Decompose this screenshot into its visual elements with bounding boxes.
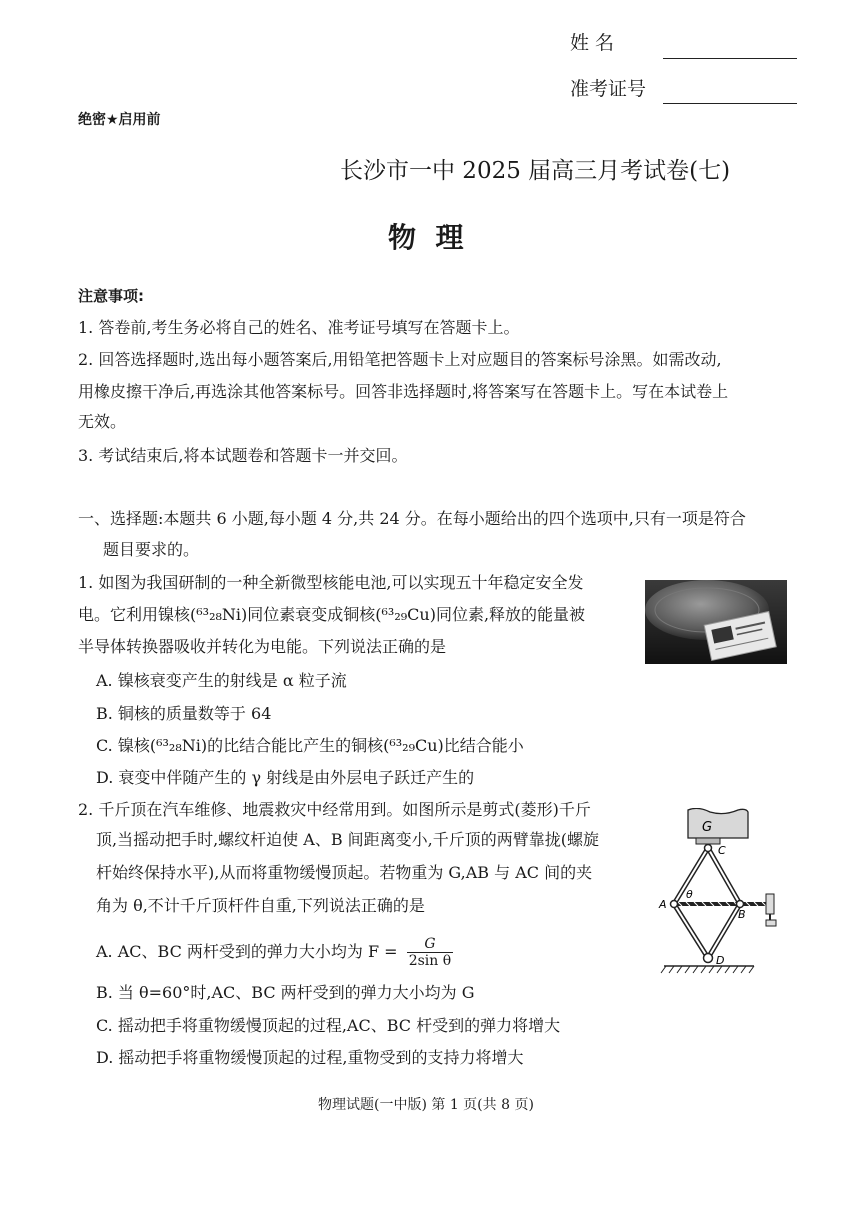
nuclear-battery-photo	[645, 580, 787, 664]
q1-option-d: D. 衰变中伴随产生的 γ 射线是由外层电子跃迁产生的	[96, 768, 475, 787]
q2-stem-line-3: 杆始终保持水平),从而将重物缓慢顶起。若物重为 G,AB 与 AC 间的夹	[96, 863, 593, 882]
q1-stem-line-2: 电。它利用镍核(⁶³₂₈Ni)同位素衰变成铜核(⁶³₂₉Cu)同位素,释放的能量被	[78, 605, 586, 624]
name-label: 姓 名	[570, 32, 615, 54]
q2-stem-line-4: 角为 θ,不计千斤顶杆件自重,下列说法正确的是	[96, 896, 425, 915]
scissor-jack-diagram	[654, 808, 794, 978]
secret-mark: 绝密★启用前	[78, 112, 161, 128]
fraction-numerator: G	[407, 936, 453, 953]
note-item-3: 3. 考试结束后,将本试题卷和答题卡一并交回。	[78, 446, 408, 465]
label-theta: θ	[686, 888, 693, 901]
note-item-1: 1. 答卷前,考生务必将自己的姓名、准考证号填写在答题卡上。	[78, 318, 520, 337]
q2-stem-line-2: 顶,当摇动把手时,螺纹杆迫使 A、B 间距离变小,千斤顶的两臂靠拢(螺旋	[96, 830, 599, 849]
subject-title: 物 理	[388, 221, 464, 254]
label-D: D	[716, 954, 725, 967]
section-1-heading-line-2: 题目要求的。	[103, 540, 200, 559]
exam-id-field-line[interactable]	[663, 103, 797, 104]
q1-option-c: C. 镍核(⁶³₂₈Ni)的比结合能比产生的铜核(⁶³₂₉Cu)比结合能小	[96, 736, 524, 755]
section-1-heading: 一、选择题:本题共 6 小题,每小题 4 分,共 24 分。在每小题给出的四个选项中,只有一项是符合	[78, 509, 746, 528]
label-B: B	[738, 908, 746, 921]
label-G: G	[702, 820, 713, 835]
label-A: A	[659, 898, 667, 911]
q2-option-a-fraction	[407, 936, 453, 969]
q1-stem-line-3: 半导体转换器吸收并转化为电能。下列说法正确的是	[78, 637, 447, 656]
notes-heading: 注意事项:	[78, 287, 144, 305]
q2-option-a	[96, 936, 453, 969]
exam-id-label: 准考证号	[570, 78, 647, 100]
note-item-2-line-1: 2. 回答选择题时,选出每小题答案后,用铅笔把答题卡上对应题目的答案标号涂黑。如需改动,	[78, 350, 722, 369]
q1-stem-line-1: 1. 如图为我国研制的一种全新微型核能电池,可以实现五十年稳定安全发	[78, 573, 584, 592]
note-item-2-line-3: 无效。	[78, 412, 127, 431]
q2-option-c: C. 摇动把手将重物缓慢顶起的过程,AC、BC 杆受到的弹力将增大	[96, 1016, 561, 1035]
q2-option-b: B. 当 θ=60°时,AC、BC 两杆受到的弹力大小均为 G	[96, 983, 475, 1002]
note-item-2-line-2: 用橡皮擦干净后,再选涂其他答案标号。回答非选择题时,将答案写在答题卡上。写在本试卷上	[78, 382, 729, 401]
page-footer: 物理试题(一中版) 第 1 页(共 8 页)	[318, 1097, 534, 1113]
q2-stem-line-1: 2. 千斤顶在汽车维修、地震救灾中经常用到。如图所示是剪式(菱形)千斤	[78, 800, 591, 819]
q2-option-d: D. 摇动把手将重物缓慢顶起的过程,重物受到的支持力将增大	[96, 1048, 524, 1067]
q1-option-b: B. 铜核的质量数等于 64	[96, 704, 272, 723]
fraction-denominator: 2sin θ	[408, 953, 452, 969]
q1-option-a: A. 镍核衰变产生的射线是 α 粒子流	[96, 671, 347, 690]
name-field-line[interactable]	[663, 58, 797, 59]
q2-option-a-text: A. AC、BC 两杆受到的弹力大小均为 F =	[96, 942, 398, 961]
exam-title: 长沙市一中 2025 届高三月考试卷(七)	[340, 158, 731, 184]
label-C: C	[718, 844, 726, 857]
